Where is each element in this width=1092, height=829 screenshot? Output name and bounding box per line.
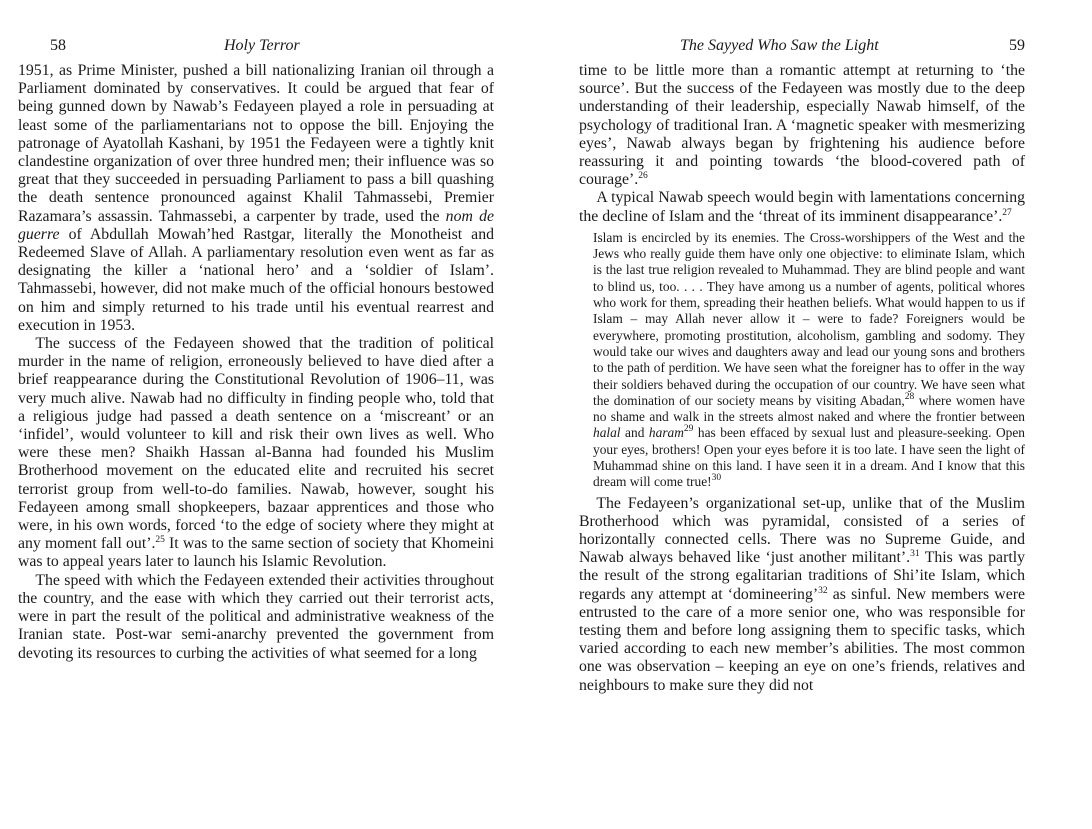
paragraph xyxy=(579,495,1025,695)
text-run: A typical Nawab speech would begin with lamentations concerning the decline of Islam and the ‘threat of its imminent disappearance’. xyxy=(579,189,1025,225)
running-title: Holy Terror xyxy=(224,37,300,54)
text-run: 1951, as Prime Minister, pushed a bill nationalizing Iranian oil through a Parliament dominated by conservatives. It could be argued that fear of being gunned down by Nawab’s Fedayeen played a role in persuading at least some of the parliamentarians not to oppose the bill. Enjoying the patronage of Ayatollah Kashani, by 1951 the Fedayeen were a tightly knit clandestine organization of over three hundred men; their influence was so great that they succeeded in persuading Parliament to pass a bill quashing the death sentence pronounced against Khalil Tahmassebi, Premier Razamara’s assassin. Tahmassebi, a carpenter by trade, used the xyxy=(18,62,494,225)
page-number: 59 xyxy=(1009,37,1025,54)
text-run: It was to the same section of society that Khomeini was to appeal years later to launch his Islamic Revolution. xyxy=(18,535,494,571)
text-run: as sinful. New members were entrusted to the care of a more senior one, who was responsible for testing them and before long assigning them to specific tasks, which varied according to each new member’s abilities. The most common one was observation – keeping an eye on one’s friends, relatives and neighbours to make sure they did not xyxy=(579,585,1025,694)
text-run: The success of the Fedayeen showed that the tradition of political murder in the name of religion, erroneously believed to have died after a brief reappearance during the Constitutional Revolution of 1906–11, was very much alive. Nawab had no difficulty in finding people who, told that a religious judge had passed a death sentence on a ‘miscreant’ or an ‘infidel’, would volunteer to kill and risk their own lives as well. Who were these men? Shaikh Hassan al-Banna had founded his Muslim Brotherhood movement on the educated elite and recruited his secret terrorist group from well-to-do families. Nawab, however, sought his Fedayeen among small shopkeepers, bazaar apprentices and those who were, in his own words, forced ‘to the edge of society where they might at any moment fall out’. xyxy=(18,335,494,553)
footnote-marker: 31 xyxy=(910,549,920,560)
footnote-marker: 32 xyxy=(818,585,828,596)
text-run: The Fedayeen’s organizational set-up, unlike that of the Muslim Brotherhood which was pyramidal, consisted of a series of horizontally connected cells. There was no Supreme Guide, and Nawab always behaved like ‘just another militant’. xyxy=(579,494,1025,567)
running-title: The Sayyed Who Saw the Light xyxy=(680,37,879,54)
footnote-marker: 27 xyxy=(1002,207,1012,218)
running-head xyxy=(579,34,1025,58)
text-run: This was partly the result of the strong egalitarian traditions of Shi’ite Islam, which regards any attempt at ‘domineering’ xyxy=(579,549,1026,603)
text-run: and xyxy=(620,425,649,441)
page-number: 58 xyxy=(50,37,66,54)
paragraph xyxy=(18,572,494,663)
footnote-marker: 26 xyxy=(638,171,648,182)
italic-text: halal xyxy=(593,425,621,441)
footnote-marker: 25 xyxy=(155,535,165,546)
paragraph xyxy=(579,62,1025,189)
italic-text: haram xyxy=(648,425,684,441)
block-quote xyxy=(593,230,1025,491)
footnote-marker: 29 xyxy=(683,424,694,435)
running-head xyxy=(18,34,494,58)
left-page xyxy=(18,34,494,663)
text-run: Islam is encircled by its enemies. The Cross-worshippers of the West and the Jews who really guide them have only one objective: to eliminate Islam, which is the last true religion revealed to Muhammad. They are blind people and want to blind us, too. . . . They have among us a number of agents, political whores who work for them, spreading their heathen beliefs. What would happen to us if Islam – may Allah never allow it – were to fade? Foreigners would be everywhere, promoting prostitution, alcoholism, gambling and sodomy. They would take our wives and daughters away and lead our young sons and brothers to the path of perdition. We have seen what the foreigner has to offer in the way their soldiers behaved during the occupation of our country. We have seen what the domination of our society means by visiting Abadan, xyxy=(593,229,1025,408)
text-run: of Abdullah Mowah’hed Rastgar, literally the Monotheist and Redeemed Slave of Allah. A parliamentary resolution even went as far as designating the killer a ‘national hero’ and a ‘soldier of Islam’. Tahmassebi, however, did not make much of the official honours bestowed on him and simply returned to his trade until his eventual rearrest and execution in 1953. xyxy=(18,225,494,334)
text-run: time to be little more than a romantic attempt at returning to ‘the source’. But the success of the Fedayeen was mostly due to the deep understanding of their leadership, especially Nawab himself, of the psychology of traditional Iran. A ‘magnetic speaker with mesmerizing eyes’, Nawab always began by frightening his audience before reassuring it and pointing towards ‘the blood-covered path of courage’. xyxy=(579,62,1025,189)
text-run: The speed with which the Fedayeen extended their activities throughout the country, and the ease with which they carried out their terrorist acts, were in part the result of the political and administrative weakness of the Iranian state. Post-war semi-anarchy prevented the government from devoting its resources to curbing the activities of what seemed for a long xyxy=(18,571,494,662)
right-page xyxy=(579,34,1025,695)
paragraph xyxy=(18,62,494,335)
paragraph xyxy=(18,335,494,572)
text-run: where women have no shame and walk in the streets almost naked and where the frontier between xyxy=(593,392,1026,425)
italic-text: nom de guerre xyxy=(18,207,494,243)
paragraph xyxy=(579,189,1025,225)
text-run: has been effaced by sexual lust and pleasure-seeking. Open your eyes, brothers! Open your eyes before it is too late. I have seen the light of Muhammad shine on this land. I have seen it in a dream. And I know that this dream will come true! xyxy=(593,425,1025,490)
footnote-marker: 30 xyxy=(711,473,722,484)
footnote-marker: 28 xyxy=(904,391,915,402)
